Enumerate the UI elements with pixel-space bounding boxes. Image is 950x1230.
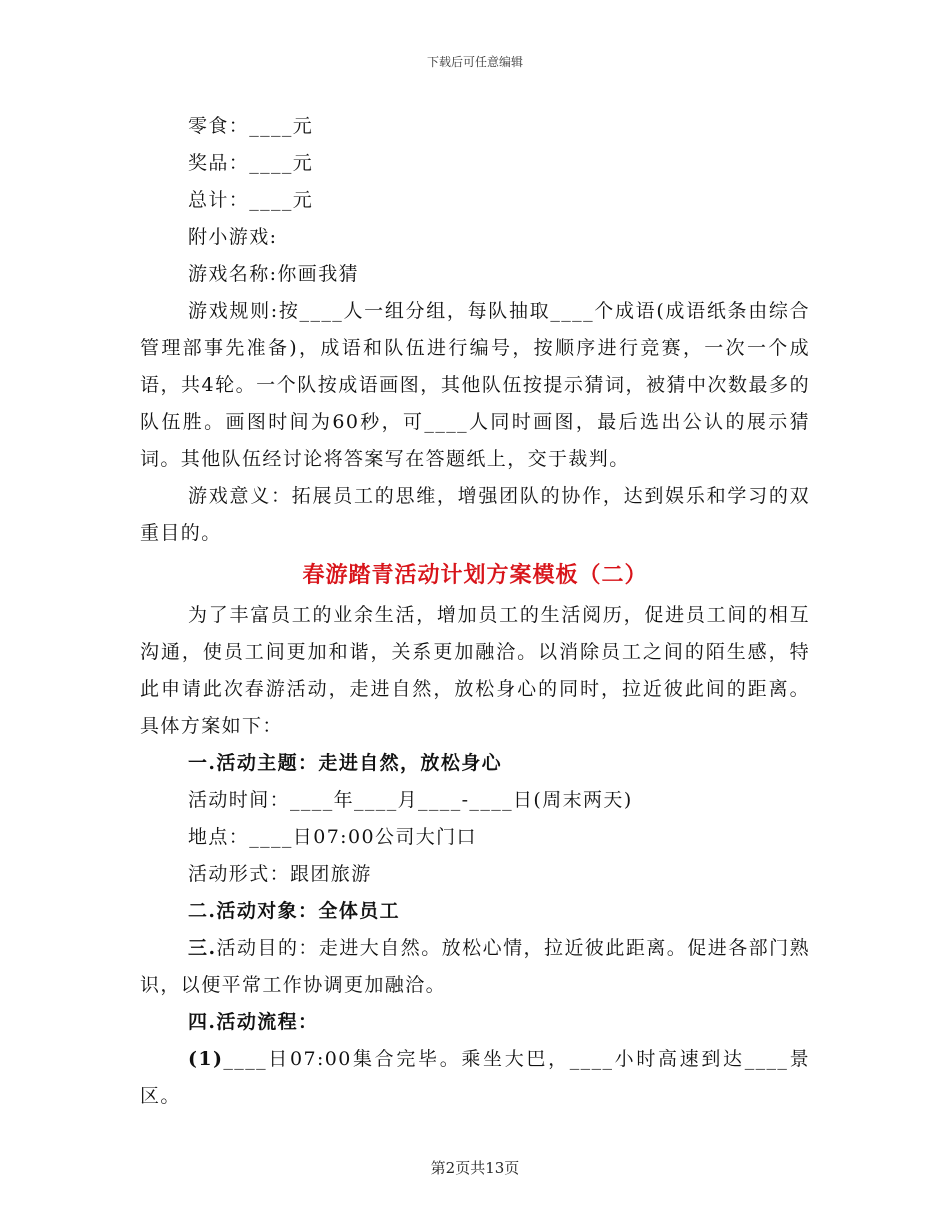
purpose-paragraph bbox=[140, 930, 810, 1004]
target-heading: 二.活动对象：全体员工 bbox=[188, 900, 401, 922]
game-rules-paragraph: 游戏规则:按____人一组分组，每队抽取____个成语(成语纸条由综合管理部事先准备)，成语和队伍进行编号，按顺序进行竞赛，一次一个成语，共4轮。一个队按成语画图，其他队伍按提示猜词，被猜中次数最多的队伍胜。画图时间为60秒，可____人同时画图，最后选出公认的展示猜词。其他队伍经讨论将答案写在答题纸上，交于裁判。 bbox=[140, 300, 810, 470]
purpose-text: 活动目的：走进大自然。放松心情，拉近彼此距离。促进各部门熟识，以便平常工作协调更加融洽。 bbox=[140, 937, 810, 996]
document-body bbox=[140, 108, 810, 1115]
step1-paragraph bbox=[140, 1041, 810, 1115]
purpose-number: 三. bbox=[188, 937, 217, 959]
intro-paragraph: 为了丰富员工的业余生活，增加员工的生活阅历，促进员工间的相互沟通，使员工间更加和谐，关系更加融洽。以消除员工之间的陌生感，特此申请此次春游活动，走进自然，放松身心的同时，拉近彼此间的距离。具体方案如下： bbox=[140, 604, 810, 737]
snack-line: 零食：____元 bbox=[188, 115, 314, 137]
activity-time-line: 活动时间：____年____月____-____日(周末两天) bbox=[188, 789, 633, 811]
step1-number: (1) bbox=[188, 1048, 224, 1070]
theme-heading: 一.活动主题：走进自然，放松身心 bbox=[188, 752, 503, 774]
form-line: 活动形式：跟团旅游 bbox=[188, 863, 372, 885]
prize-line: 奖品：____元 bbox=[188, 152, 314, 174]
place-line: 地点：____日07:00公司大门口 bbox=[188, 826, 477, 848]
game-name-line: 游戏名称:你画我猜 bbox=[188, 263, 360, 285]
flow-heading: 四.活动流程： bbox=[188, 1011, 319, 1033]
mini-game-line: 附小游戏: bbox=[188, 226, 278, 248]
page-footer: 第2页共13页 bbox=[430, 1159, 520, 1177]
page-header: 下载后可任意编辑 bbox=[426, 55, 523, 69]
step1-text: ____日07:00集合完毕。乘坐大巴，____小时高速到达____景区。 bbox=[140, 1048, 810, 1107]
section-title: 春游踏青活动计划方案模板（二） bbox=[302, 562, 648, 588]
total-line: 总计：____元 bbox=[188, 189, 314, 211]
game-meaning-paragraph: 游戏意义：拓展员工的思维，增强团队的协作，达到娱乐和学习的双重目的。 bbox=[140, 485, 810, 544]
